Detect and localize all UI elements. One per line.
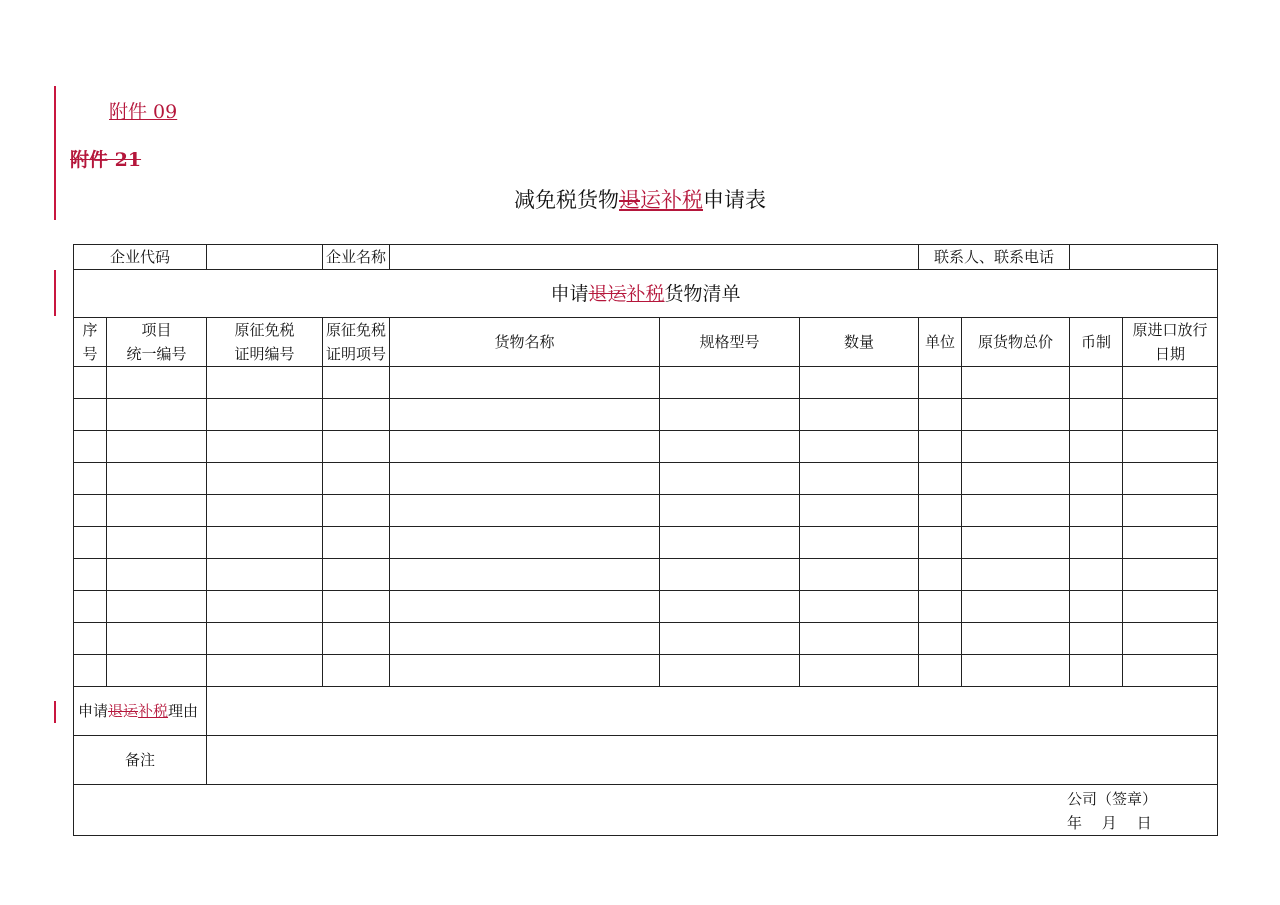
table-cell[interactable] xyxy=(660,463,800,495)
table-cell[interactable] xyxy=(1123,431,1218,463)
table-cell[interactable] xyxy=(1070,559,1123,591)
table-cell[interactable] xyxy=(1070,495,1123,527)
table-cell[interactable] xyxy=(1123,591,1218,623)
title-deleted-char: 退 xyxy=(619,188,640,212)
header-row xyxy=(74,245,1218,270)
reason-label: 申请退运补税理由 xyxy=(74,687,207,736)
table-cell[interactable] xyxy=(74,559,107,591)
table-cell[interactable] xyxy=(800,399,919,431)
table-cell[interactable] xyxy=(962,431,1070,463)
subtitle-suffix: 货物清单 xyxy=(664,282,741,305)
table-cell[interactable] xyxy=(1123,655,1218,687)
enterprise-code-label: 企业代码 xyxy=(74,245,207,270)
table-cell[interactable] xyxy=(919,431,962,463)
table-cell[interactable] xyxy=(74,655,107,687)
table-cell[interactable] xyxy=(800,655,919,687)
col-total-price: 原货物总价 xyxy=(962,318,1070,367)
table-cell[interactable] xyxy=(660,591,800,623)
col-item-number: 项目 统一编号 xyxy=(107,318,207,367)
table-cell[interactable] xyxy=(207,623,323,655)
revision-bar-reason xyxy=(54,701,56,723)
table-cell[interactable] xyxy=(962,367,1070,399)
col-currency: 币制 xyxy=(1070,318,1123,367)
table-cell[interactable] xyxy=(207,399,323,431)
table-row xyxy=(74,591,1218,623)
goods-rows xyxy=(74,367,1218,687)
table-cell[interactable] xyxy=(800,591,919,623)
signature-block xyxy=(1067,787,1157,835)
table-cell[interactable] xyxy=(207,367,323,399)
table-cell[interactable] xyxy=(107,399,207,431)
table-row xyxy=(74,655,1218,687)
table-cell[interactable] xyxy=(919,655,962,687)
table-cell[interactable] xyxy=(323,559,390,591)
table-row xyxy=(74,431,1218,463)
table-cell[interactable] xyxy=(107,655,207,687)
table-cell[interactable] xyxy=(1123,495,1218,527)
table-cell[interactable] xyxy=(323,527,390,559)
table-cell[interactable] xyxy=(323,399,390,431)
table-cell[interactable] xyxy=(390,399,660,431)
table-cell[interactable] xyxy=(660,655,800,687)
table-cell[interactable] xyxy=(800,431,919,463)
table-cell[interactable] xyxy=(962,623,1070,655)
table-cell[interactable] xyxy=(323,655,390,687)
table-row xyxy=(74,367,1218,399)
table-cell[interactable] xyxy=(962,495,1070,527)
table-cell[interactable] xyxy=(390,591,660,623)
table-cell[interactable] xyxy=(74,463,107,495)
table-cell[interactable] xyxy=(962,655,1070,687)
table-cell[interactable] xyxy=(1123,623,1218,655)
subtitle-row xyxy=(74,270,1218,318)
table-cell[interactable] xyxy=(107,591,207,623)
table-cell[interactable] xyxy=(323,367,390,399)
table-cell[interactable] xyxy=(207,559,323,591)
table-cell[interactable] xyxy=(74,495,107,527)
table-cell[interactable] xyxy=(962,399,1070,431)
table-row xyxy=(74,559,1218,591)
remark-label: 备注 xyxy=(74,736,207,785)
table-cell[interactable] xyxy=(1070,399,1123,431)
table-cell[interactable] xyxy=(390,527,660,559)
table-row xyxy=(74,527,1218,559)
reason-row xyxy=(74,687,1218,736)
table-cell[interactable] xyxy=(74,527,107,559)
table-cell[interactable] xyxy=(962,591,1070,623)
contact-label: 联系人、联系电话 xyxy=(919,245,1070,270)
table-cell[interactable] xyxy=(919,495,962,527)
table-cell[interactable] xyxy=(800,495,919,527)
table-cell[interactable] xyxy=(390,559,660,591)
table-cell[interactable] xyxy=(660,495,800,527)
table-cell[interactable] xyxy=(1123,527,1218,559)
table-row xyxy=(74,399,1218,431)
table-cell[interactable] xyxy=(962,559,1070,591)
table-cell[interactable] xyxy=(207,527,323,559)
table-row xyxy=(74,495,1218,527)
table-cell[interactable] xyxy=(1123,367,1218,399)
table-cell[interactable] xyxy=(107,495,207,527)
table-cell[interactable] xyxy=(107,527,207,559)
table-cell[interactable] xyxy=(1123,399,1218,431)
table-cell[interactable] xyxy=(323,463,390,495)
table-cell[interactable] xyxy=(323,431,390,463)
table-cell[interactable] xyxy=(660,367,800,399)
table-cell[interactable] xyxy=(390,431,660,463)
table-cell[interactable] xyxy=(1070,623,1123,655)
table-cell[interactable] xyxy=(107,431,207,463)
annex-number-deleted: 附件 21 xyxy=(70,149,142,171)
annex-number: 附件 09 xyxy=(109,101,178,123)
table-cell[interactable] xyxy=(1070,527,1123,559)
table-cell[interactable] xyxy=(390,495,660,527)
table-cell[interactable] xyxy=(390,655,660,687)
contact-field[interactable] xyxy=(1070,245,1218,270)
table-cell[interactable] xyxy=(919,623,962,655)
col-spec-model: 规格型号 xyxy=(660,318,800,367)
table-row xyxy=(74,623,1218,655)
table-cell[interactable] xyxy=(919,463,962,495)
table-cell[interactable] xyxy=(800,527,919,559)
col-cert-number: 原征免税 证明编号 xyxy=(207,318,323,367)
enterprise-code-field[interactable] xyxy=(207,245,323,270)
subtitle-prefix: 申请 xyxy=(550,282,589,305)
company-seal-label: 公司（签章） xyxy=(1067,790,1158,808)
table-cell[interactable] xyxy=(800,623,919,655)
col-unit: 单位 xyxy=(919,318,962,367)
table-cell[interactable] xyxy=(390,367,660,399)
table-cell[interactable] xyxy=(962,463,1070,495)
title-revision xyxy=(619,188,703,212)
col-import-date: 原进口放行 日期 xyxy=(1123,318,1218,367)
col-goods-name: 货物名称 xyxy=(390,318,660,367)
table-cell[interactable] xyxy=(1070,655,1123,687)
table-cell[interactable] xyxy=(207,431,323,463)
table-cell[interactable] xyxy=(207,463,323,495)
table-cell[interactable] xyxy=(919,399,962,431)
table-cell[interactable] xyxy=(1123,559,1218,591)
remark-row xyxy=(74,736,1218,785)
table-cell[interactable] xyxy=(323,591,390,623)
table-cell[interactable] xyxy=(660,623,800,655)
table-cell[interactable] xyxy=(919,559,962,591)
enterprise-name-field[interactable] xyxy=(390,245,919,270)
table-cell[interactable] xyxy=(107,367,207,399)
table-cell[interactable] xyxy=(74,367,107,399)
goods-list-subtitle xyxy=(74,270,1218,318)
title-inserted-b: 税 xyxy=(682,188,703,212)
table-cell[interactable] xyxy=(919,527,962,559)
title-middle: 补 xyxy=(661,188,682,212)
subtitle-deleted: 退运 xyxy=(588,282,627,305)
col-quantity: 数量 xyxy=(800,318,919,367)
table-cell[interactable] xyxy=(660,431,800,463)
form-title xyxy=(0,184,1280,214)
table-cell[interactable] xyxy=(74,399,107,431)
subtitle-inserted: 补税 xyxy=(626,282,665,305)
table-row xyxy=(74,463,1218,495)
table-cell[interactable] xyxy=(1070,591,1123,623)
table-cell[interactable] xyxy=(207,591,323,623)
remark-field[interactable] xyxy=(207,736,1218,785)
table-cell[interactable] xyxy=(962,527,1070,559)
table-cell[interactable] xyxy=(107,463,207,495)
table-cell[interactable] xyxy=(919,367,962,399)
date-line: 年 月 日 xyxy=(1067,814,1152,832)
table-cell[interactable] xyxy=(207,655,323,687)
table-cell[interactable] xyxy=(800,463,919,495)
column-header-row xyxy=(74,318,1218,367)
table-cell[interactable] xyxy=(323,623,390,655)
title-prefix: 减免税货物 xyxy=(514,188,619,212)
enterprise-name-label: 企业名称 xyxy=(323,245,390,270)
table-cell[interactable] xyxy=(74,591,107,623)
table-cell[interactable] xyxy=(919,591,962,623)
revision-bar-subtitle xyxy=(54,270,56,316)
table-cell[interactable] xyxy=(107,559,207,591)
table-cell[interactable] xyxy=(1123,463,1218,495)
signature-row xyxy=(74,785,1218,836)
table-cell[interactable] xyxy=(74,623,107,655)
table-cell[interactable] xyxy=(1070,431,1123,463)
table-cell[interactable] xyxy=(660,399,800,431)
title-suffix: 申请表 xyxy=(703,188,766,212)
table-cell[interactable] xyxy=(1070,367,1123,399)
table-cell[interactable] xyxy=(800,559,919,591)
table-cell[interactable] xyxy=(390,623,660,655)
reason-field[interactable] xyxy=(207,687,1218,736)
table-cell[interactable] xyxy=(1070,463,1123,495)
table-cell[interactable] xyxy=(207,495,323,527)
title-inserted-a: 运 xyxy=(640,188,661,212)
table-cell[interactable] xyxy=(660,527,800,559)
table-cell[interactable] xyxy=(74,431,107,463)
table-cell[interactable] xyxy=(390,463,660,495)
table-cell[interactable] xyxy=(323,495,390,527)
table-cell[interactable] xyxy=(660,559,800,591)
signature-area xyxy=(74,785,1218,836)
col-seq: 序 号 xyxy=(74,318,107,367)
table-cell[interactable] xyxy=(800,367,919,399)
table-cell[interactable] xyxy=(107,623,207,655)
application-form-table xyxy=(73,244,1218,836)
col-cert-item: 原征免税 证明项号 xyxy=(323,318,390,367)
